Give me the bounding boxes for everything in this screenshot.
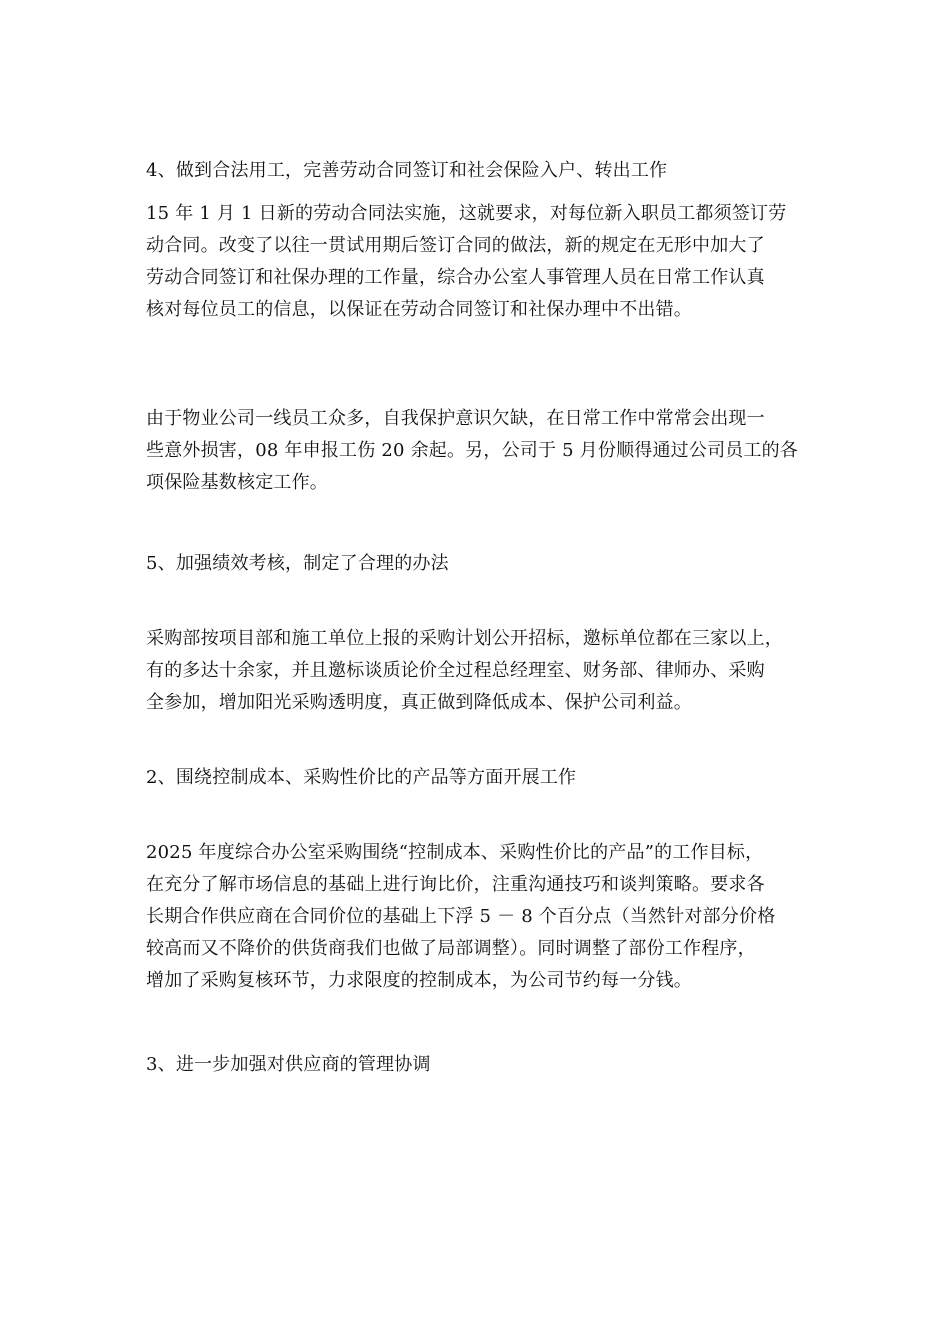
- paragraph-line: 由于物业公司一线员工众多，自我保护意识欠缺，在日常工作中常常会出现一: [146, 408, 765, 429]
- paragraph-line: 较高而又不降价的供货商我们也做了局部调整）。同时调整了部份工作程序，: [146, 938, 756, 959]
- paragraph-line: 些意外损害，08 年申报工伤 20 余起。另，公司于 5 月份顺得通过公司员工的各: [146, 440, 799, 461]
- paragraph-line: 项保险基数核定工作。: [146, 472, 328, 493]
- section-heading-3: 3、进一步加强对供应商的管理协调: [146, 1054, 431, 1075]
- paragraph-line: 增加了采购复核环节，力求限度的控制成本，为公司节约每一分钱。: [146, 970, 692, 991]
- paragraph-line: 全参加，增加阳光采购透明度，真正做到降低成本、保护公司利益。: [146, 692, 692, 713]
- paragraph-line: 2025 年度综合办公室采购围绕“控制成本、采购性价比的产品”的工作目标，: [146, 842, 764, 863]
- paragraph-line: 动合同。改变了以往一贯试用期后签订合同的做法，新的规定在无形中加大了: [146, 235, 765, 256]
- paragraph-line: 长期合作供应商在合同价位的基础上下浮 5 － 8 个百分点（当然针对部分价格: [146, 906, 776, 927]
- paragraph-line: 有的多达十余家，并且邀标谈质论价全过程总经理室、财务部、律师办、采购: [146, 660, 765, 681]
- paragraph-line: 劳动合同签订和社保办理的工作量，综合办公室人事管理人员在日常工作认真: [146, 267, 765, 288]
- section-heading-4: 4、做到合法用工，完善劳动合同签订和社会保险入户、转出工作: [146, 160, 668, 181]
- paragraph-line: 15 年 1 月 1 日新的劳动合同法实施，这就要求，对每位新入职员工都须签订劳: [146, 203, 787, 224]
- paragraph-line: 采购部按项目部和施工单位上报的采购计划公开招标，邀标单位都在三家以上，: [146, 628, 783, 649]
- paragraph-line: 核对每位员工的信息，以保证在劳动合同签订和社保办理中不出错。: [146, 299, 692, 320]
- section-heading-2: 2、围绕控制成本、采购性价比的产品等方面开展工作: [146, 767, 577, 788]
- section-heading-5: 5、加强绩效考核，制定了合理的办法: [146, 553, 449, 574]
- paragraph-line: 在充分了解市场信息的基础上进行询比价，注重沟通技巧和谈判策略。要求各: [146, 874, 765, 895]
